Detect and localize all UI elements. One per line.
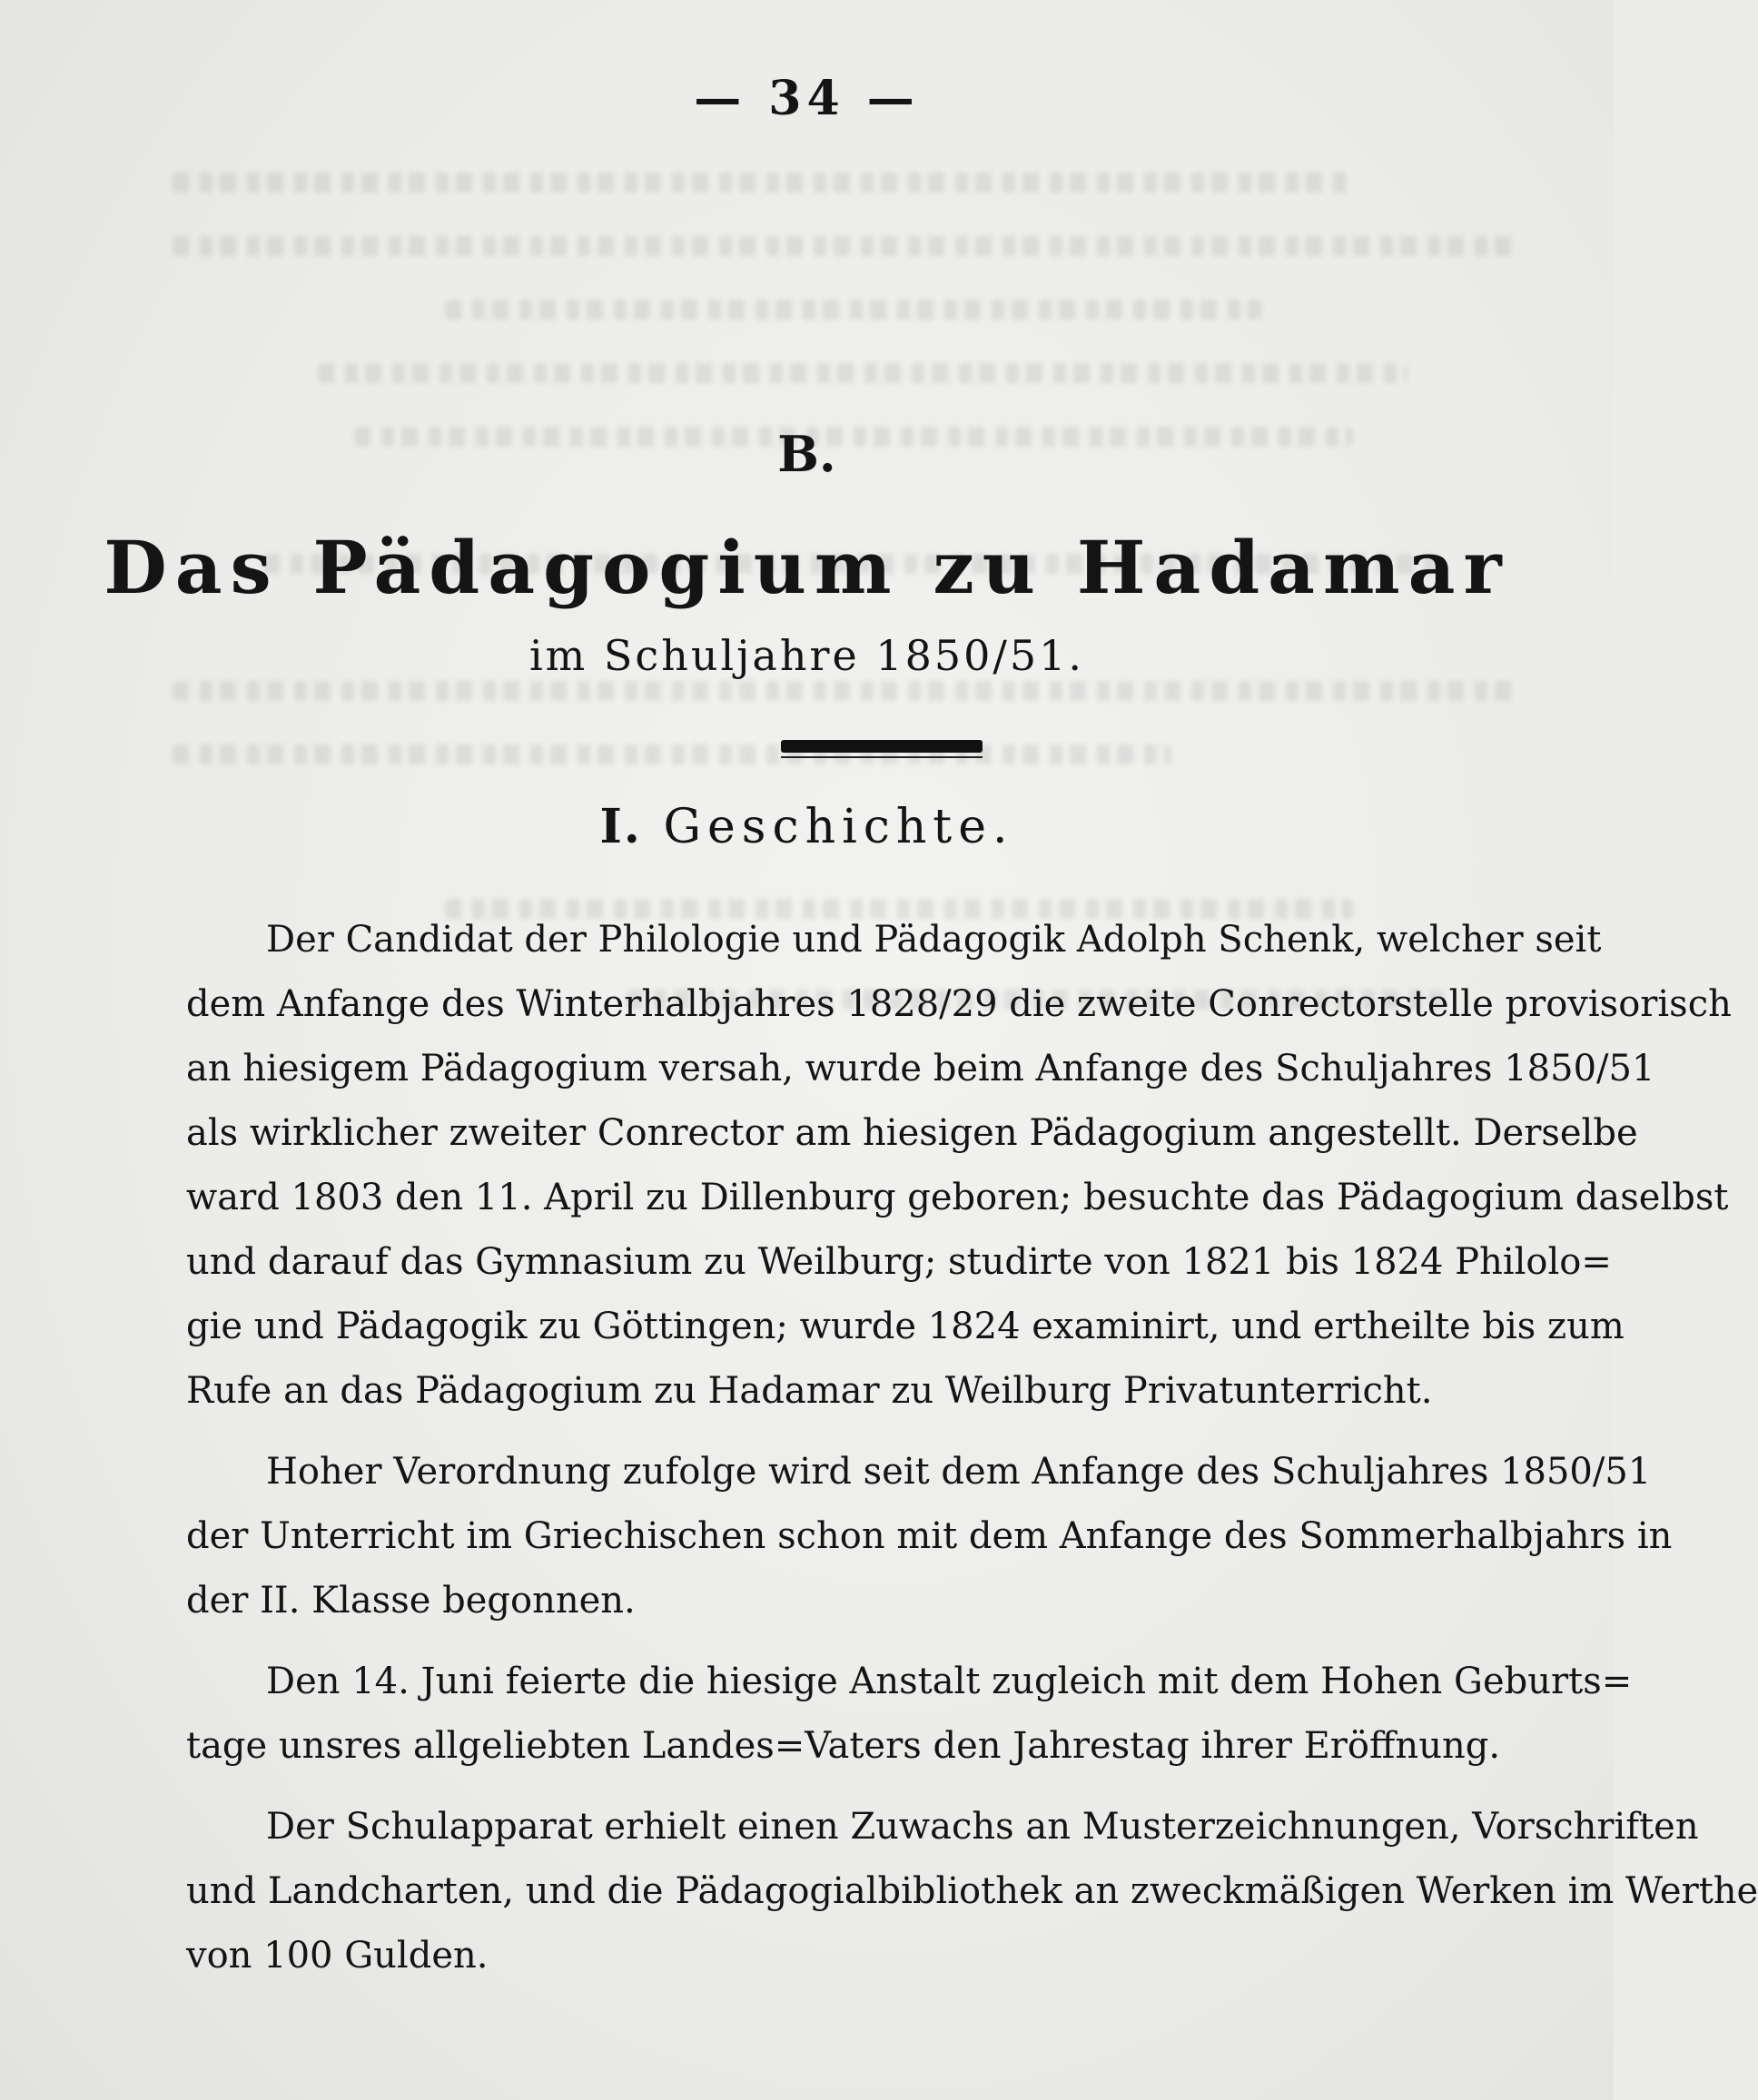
text-line: von 100 Gulden.: [186, 1935, 489, 1977]
text-line: der Unterricht im Griechischen schon mit dem Anfange des Sommerhalbjahrs in: [186, 1515, 1673, 1557]
body-text: [186, 908, 1758, 2005]
text-line: und Landcharten, und die Pädagogialbibliothek an zweckmäßigen Werken im Werthe: [186, 1870, 1758, 1912]
chapter-number: I.: [599, 799, 642, 854]
page-number: — 34 —: [694, 71, 920, 126]
text-line: Der Candidat der Philologie und Pädagogik Adolph Schenk, welcher seit: [266, 919, 1602, 961]
page-subtitle: im Schuljahre 1850/51.: [528, 631, 1085, 680]
text-line: tage unsres allgeliebten Landes=Vaters den Jahrestag ihrer Eröffnung.: [186, 1725, 1501, 1767]
chapter-heading: [0, 799, 1614, 854]
paragraph: [186, 1795, 1758, 1988]
text-line: Hoher Verordnung zufolge wird seit dem Anfange des Schuljahres 1850/51: [266, 1451, 1652, 1493]
text-line: und darauf das Gymnasium zu Weilburg; studirte von 1821 bis 1824 Philolo=: [186, 1241, 1612, 1283]
text-line: Rufe an das Pädagogium zu Hadamar zu Weilburg Privatunterricht.: [186, 1370, 1433, 1412]
section-letter: B.: [777, 425, 836, 483]
text-line: als wirklicher zweiter Conrector am hiesigen Pädagogium angestellt. Derselbe: [186, 1112, 1638, 1154]
paragraph: [186, 1440, 1673, 1633]
text-line: Der Schulapparat erhielt einen Zuwachs an Musterzeichnungen, Vorschriften: [266, 1806, 1699, 1848]
title-divider: [781, 740, 983, 753]
chapter-title: Geschichte.: [663, 800, 1014, 854]
text-line: ward 1803 den 11. April zu Dillenburg geboren; besuchte das Pädagogium daselbst: [186, 1177, 1729, 1218]
text-line: der II. Klasse begonnen.: [186, 1580, 636, 1622]
page-title: Das Pädagogium zu Hadamar: [104, 525, 1510, 610]
text-line: Den 14. Juni feierte die hiesige Anstalt zugleich mit dem Hohen Geburts=: [266, 1661, 1633, 1702]
text-line: an hiesigem Pädagogium versah, wurde beim Anfange des Schuljahres 1850/51: [186, 1048, 1655, 1089]
paragraph: [186, 1650, 1633, 1779]
paragraph: [186, 908, 1732, 1424]
text-line: gie und Pädagogik zu Göttingen; wurde 1824 examinirt, und ertheilte bis zum: [186, 1306, 1625, 1347]
text-line: dem Anfange des Winterhalbjahres 1828/29 die zweite Conrectorstelle provisorisch: [186, 983, 1732, 1025]
